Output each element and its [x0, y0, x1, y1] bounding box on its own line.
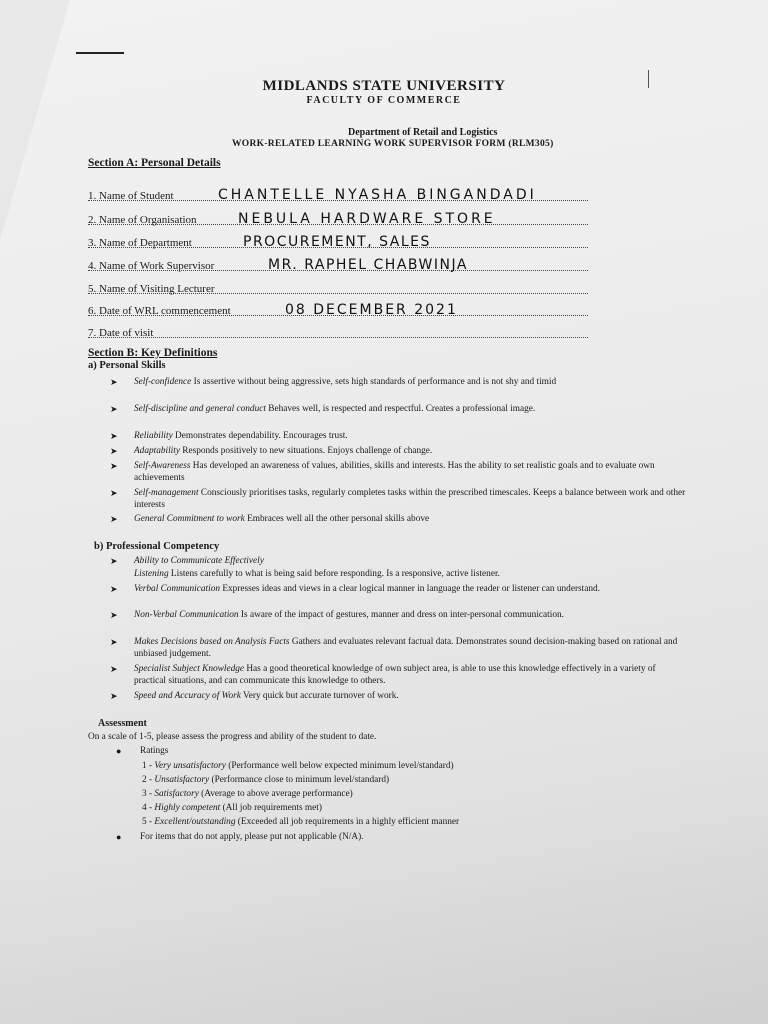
arrow-bullet-icon: ➤: [110, 431, 118, 441]
field-label: 6. Date of WRL commencement: [88, 305, 231, 317]
definition-decision-making: Makes Decisions based on Analysis Facts Gathers and evaluates relevant factual data. Demonstrates sound decision-making based on rational and unbiased judgement.: [134, 637, 678, 659]
field-label: 2. Name of Organisation: [88, 214, 197, 226]
field-label: 7. Date of visit: [88, 327, 154, 339]
arrow-bullet-icon: ➤: [110, 664, 118, 674]
field-label: 4. Name of Work Supervisor: [88, 260, 215, 272]
arrow-bullet-icon: ➤: [110, 691, 118, 701]
rating-3: 3 - Satisfactory (Average to above average performance): [142, 789, 353, 799]
field-value: MR. RAPHEL CHABWINJA: [268, 257, 468, 273]
definition-non-verbal-communication: Non-Verbal Communication Is aware of the impact of gestures, manner and dress on inter-personal communication.: [134, 610, 564, 620]
arrow-bullet-icon: ➤: [110, 584, 118, 594]
arrow-bullet-icon: ➤: [110, 461, 118, 471]
field-label: 3. Name of Department: [88, 237, 192, 249]
professional-competency-title: b) Professional Competency: [94, 541, 220, 552]
university-name: MIDLANDS STATE UNIVERSITY: [262, 78, 506, 94]
definition-self-discipline: Self-discipline and general conduct Behaves well, is respected and respectful. Creates a professional image.: [134, 404, 536, 414]
definition-adaptability: Adaptability Responds positively to new situations. Enjoys challenge of change.: [134, 446, 433, 456]
field-value: 08 DECEMBER 2021: [285, 302, 458, 318]
field-value: PROCUREMENT, SALES: [243, 234, 431, 250]
field-date-of-visit: [88, 323, 588, 341]
rating-5: 5 - Excellent/outstanding (Exceeded all job requirements in a highly efficient manner: [142, 817, 460, 827]
arrow-bullet-icon: ➤: [110, 404, 118, 414]
field-student-name: [88, 186, 588, 204]
bullet-dot-icon: ●: [116, 832, 122, 842]
field-work-supervisor: [88, 256, 588, 274]
assessment-intro: On a scale of 1-5, please assess the progress and ability of the student to date.: [88, 732, 377, 742]
field-label: 5. Name of Visiting Lecturer: [88, 283, 215, 295]
communication-heading: Ability to Communicate Effectively: [134, 556, 264, 566]
section-b-heading: Section B: Key Definitions: [88, 347, 218, 359]
arrow-bullet-icon: ➤: [110, 488, 118, 498]
department-name: Department of Retail and Logistics: [348, 127, 498, 138]
section-a-heading: Section A: Personal Details: [88, 157, 221, 169]
arrow-bullet-icon: ➤: [110, 610, 118, 620]
field-department: [88, 233, 588, 251]
arrow-bullet-icon: ➤: [110, 514, 118, 524]
arrow-bullet-icon: ➤: [110, 556, 118, 566]
arrow-bullet-icon: ➤: [110, 637, 118, 647]
bullet-dot-icon: ●: [116, 746, 122, 756]
rating-4: 4 - Highly competent (All job requirements met): [142, 803, 322, 813]
definition-self-awareness: Self-Awareness Has developed an awareness of values, abilities, skills and interests. Has the ability to set realistic goals and to evaluate own achievements: [134, 461, 655, 483]
assessment-heading: Assessment: [98, 718, 147, 729]
definition-verbal-communication: Verbal Communication Expresses ideas and views in a clear logical manner in language the reader or listener can understand.: [134, 584, 600, 594]
field-label: 1. Name of Student: [88, 190, 174, 202]
form-title: WORK-RELATED LEARNING WORK SUPERVISOR FORM (RLM305): [232, 139, 554, 149]
arrow-bullet-icon: ➤: [110, 446, 118, 456]
paper-fold-shadow: [0, 0, 70, 240]
arrow-bullet-icon: ➤: [110, 377, 118, 387]
definition-listening: Listening Listens carefully to what is being said before responding. Is a responsive, active listener.: [134, 569, 500, 579]
field-value: NEBULA HARDWARE STORE: [238, 211, 496, 227]
field-visiting-lecturer: [88, 279, 588, 297]
definition-reliability: Reliability Demonstrates dependability. Encourages trust.: [134, 431, 348, 441]
field-value: CHANTELLE NYASHA BINGANDADI: [218, 187, 537, 203]
personal-skills-title: a) Personal Skills: [88, 360, 166, 371]
definition-speed-accuracy: Speed and Accuracy of Work Very quick but accurate turnover of work.: [134, 691, 399, 701]
definition-general-commitment: General Commitment to work Embraces well all the other personal skills above: [134, 514, 430, 524]
rating-2: 2 - Unsatisfactory (Performance close to minimum level/standard): [142, 775, 390, 785]
rating-1: 1 - Very unsatisfactory (Performance well below expected minimum level/standard): [142, 761, 454, 771]
definition-self-management: Self-management Consciously prioritises tasks, regularly completes tasks within the prescribed timescales. Keeps a balance between work and other interests: [134, 488, 686, 510]
definition-specialist-knowledge: Specialist Subject Knowledge Has a good theoretical knowledge of own subject area, is able to use this knowledge effectively in a variety of practical situations, and can communicate this knowledge to others.: [134, 664, 656, 686]
ratings-label: Ratings: [140, 746, 169, 756]
field-wrl-commencement: [88, 301, 588, 319]
faculty-name: FACULTY OF COMMERCE: [306, 95, 462, 106]
na-note: For items that do not apply, please put not applicable (N/A).: [140, 832, 364, 842]
definition-self-confidence: Self-confidence Is assertive without being aggressive, sets high standards of performance and is not shy and timid: [134, 377, 557, 387]
top-dash-mark: [76, 52, 124, 54]
field-organisation: [88, 210, 588, 228]
